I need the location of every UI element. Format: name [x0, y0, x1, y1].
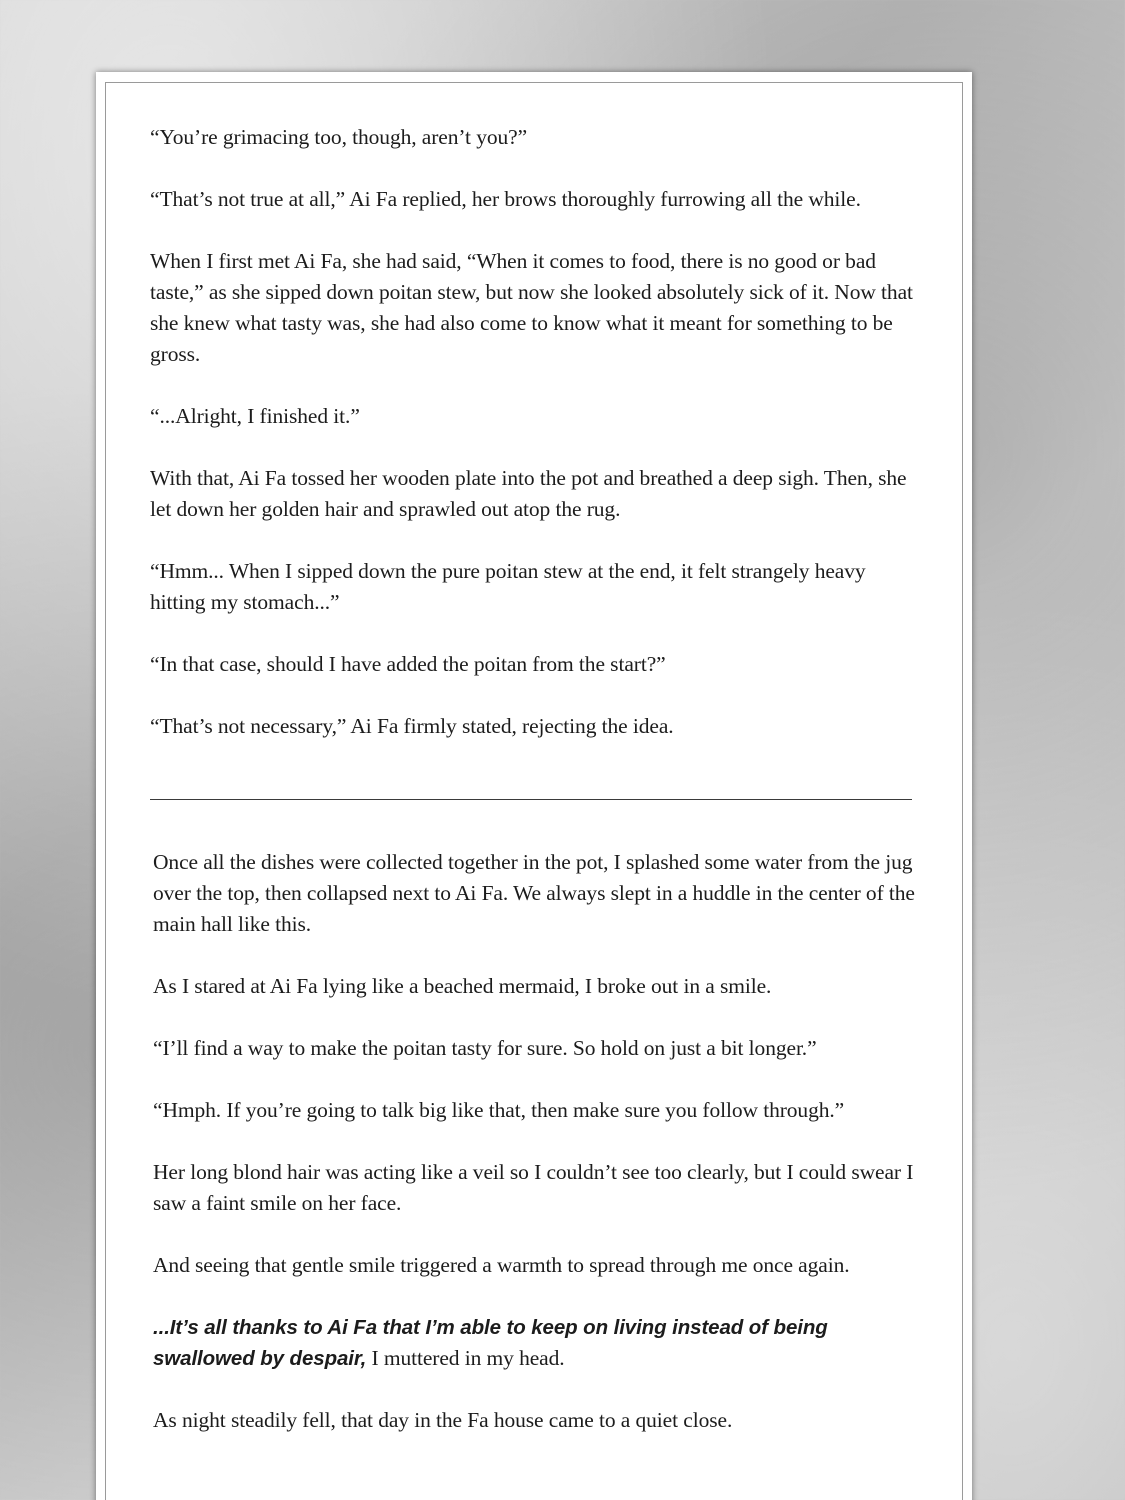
- paragraph: “Hmph. If you’re going to talk big like that, then make sure you follow through.”: [153, 1098, 845, 1122]
- paragraph: As I stared at Ai Fa lying like a beached mermaid, I broke out in a smile.: [153, 974, 772, 998]
- section-2-text: [153, 847, 923, 1467]
- inner-thought-emphasis: ...It’s all thanks to Ai Fa that I’m able to keep on living instead of being swallowed by despair,: [153, 1316, 828, 1370]
- paragraph: With that, Ai Fa tossed her wooden plate into the pot and breathed a deep sigh. Then, she let down her golden hair and sprawled out atop the rug.: [150, 466, 907, 521]
- paragraph: “You’re grimacing too, though, aren’t you?”: [150, 125, 528, 149]
- paragraph: [153, 1312, 923, 1374]
- paragraph: “I’ll find a way to make the poitan tasty for sure. So hold on just a bit longer.”: [153, 1036, 817, 1060]
- paragraph: “Hmm... When I sipped down the pure poitan stew at the end, it felt strangely heavy hitting my stomach...”: [150, 559, 866, 614]
- paragraph: “...Alright, I finished it.”: [150, 404, 360, 428]
- paragraph: Her long blond hair was acting like a veil so I couldn’t see too clearly, but I could swear I saw a faint smile on her face.: [153, 1160, 914, 1215]
- paragraph: Once all the dishes were collected together in the pot, I splashed some water from the jug over the top, then collapsed next to Ai Fa. We always slept in a huddle in the center of the main hall like this.: [153, 850, 915, 936]
- paragraph-continuation: I muttered in my head.: [366, 1346, 565, 1370]
- section-1-text: [150, 122, 920, 773]
- paragraph: “That’s not necessary,” Ai Fa firmly stated, rejecting the idea.: [150, 714, 674, 738]
- paragraph: When I first met Ai Fa, she had said, “When it comes to food, there is no good or bad taste,” as she sipped down poitan stew, but now she looked absolutely sick of it. Now that she knew what tasty was, she had also come to know what it meant for something to be gross.: [150, 249, 913, 366]
- paragraph: As night steadily fell, that day in the Fa house came to a quiet close.: [153, 1408, 733, 1432]
- paragraph: And seeing that gentle smile triggered a warmth to spread through me once again.: [153, 1253, 850, 1277]
- paragraph: “In that case, should I have added the poitan from the start?”: [150, 652, 666, 676]
- paragraph: “That’s not true at all,” Ai Fa replied, her brows thoroughly furrowing all the while.: [150, 187, 861, 211]
- scene-break-divider: [150, 799, 912, 800]
